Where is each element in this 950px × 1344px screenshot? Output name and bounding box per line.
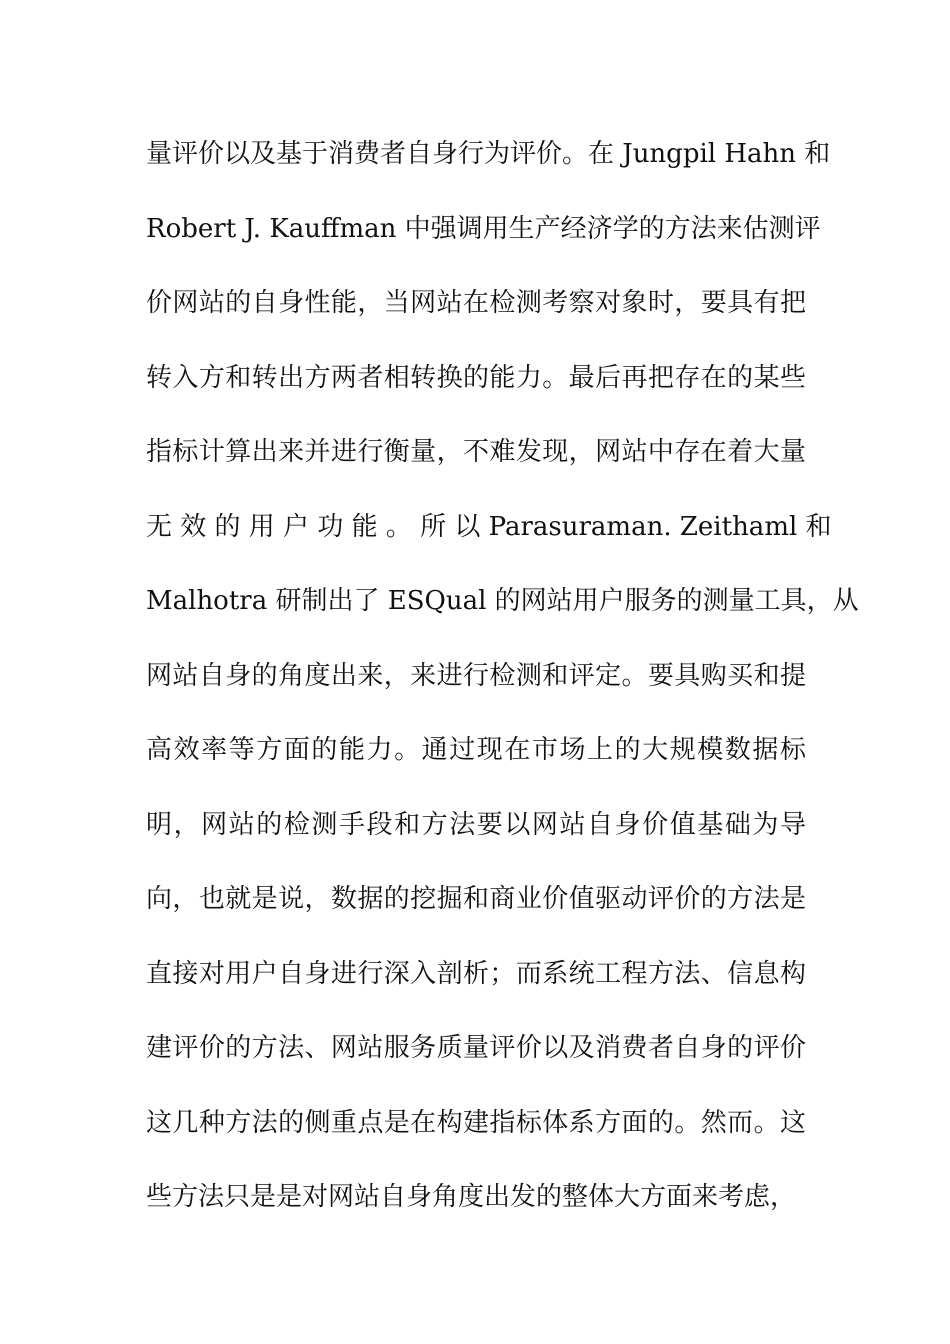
text-line: 指标计算出来并进行衡量，不难发现，网站中存在着大量: [146, 437, 806, 467]
text-line: 向，也就是说，数据的挖掘和商业价值驱动评价的方法是: [146, 884, 806, 914]
text-line: 明，网站的检测手段和方法要以网站自身价值基础为导: [146, 809, 806, 840]
text-line: 这几种方法的侧重点是在构建指标体系方面的。然而。这: [146, 1107, 806, 1138]
text-line: 建评价的方法、网站服务质量评价以及消费者自身的评价: [146, 1033, 806, 1063]
text-line: Malhotra 研制出了 ESQual 的网站用户服务的测量工具，从: [146, 586, 859, 616]
text-line: 些方法只是是对网站自身角度出发的整体大方面来考虑，: [146, 1182, 797, 1212]
body-text: [146, 132, 859, 1250]
text-line: Robert J. Kauffman 中强调用生产经济学的方法来估测评: [146, 213, 821, 244]
text-line: 无 效 的 用 户 功 能 。 所 以 Parasuraman. Zeithaml 和: [146, 511, 832, 542]
text-line: 高效率等方面的能力。通过现在市场上的大规模数据标: [146, 735, 806, 765]
text-line: 量评价以及基于消费者自身行为评价。在 Jungpil Hahn 和: [146, 139, 831, 169]
text-line: 价网站的自身性能，当网站在检测考察对象时，要具有把: [146, 288, 806, 318]
text-line: 网站自身的角度出来，来进行检测和评定。要具购买和提: [146, 660, 806, 691]
text-line: 直接对用户自身进行深入剖析；而系统工程方法、信息构: [146, 958, 806, 989]
text-line: 转入方和转出方两者相转换的能力。最后再把存在的某些: [146, 362, 806, 393]
